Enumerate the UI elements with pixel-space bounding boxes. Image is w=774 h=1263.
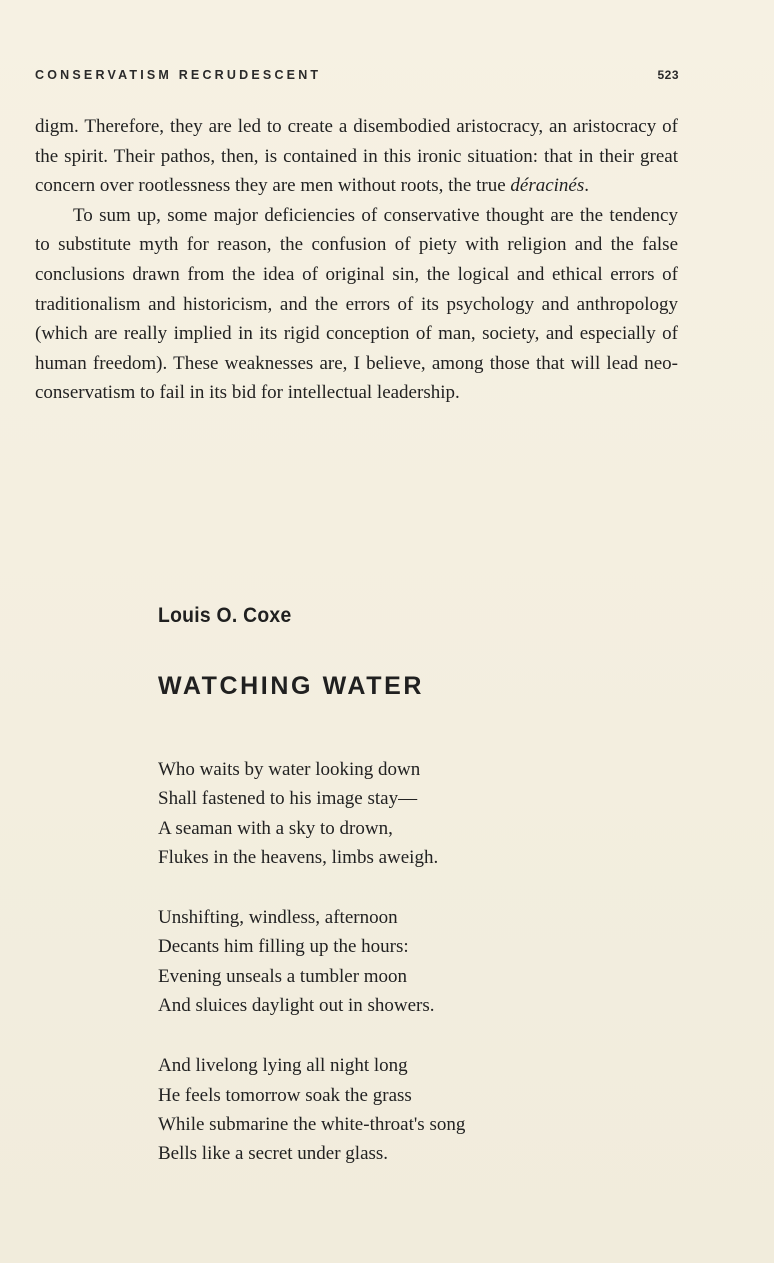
stanza-1 xyxy=(158,755,465,872)
essay-paragraph-1-text: digm. Therefore, they are led to create a disembodied aristocracy, an aristocracy of the spirit. Their pathos, then, is contained in this ironic situation: that in their great concern over rootlessness they are men without roots, the true xyxy=(35,116,678,197)
italic-term: déracinés xyxy=(510,175,585,197)
stanza-2 xyxy=(158,903,465,1020)
essay-text xyxy=(35,112,678,408)
poem-line: Unshifting, windless, afternoon xyxy=(158,907,398,929)
essay-paragraph-1 xyxy=(35,112,678,201)
poem-line: Decants him filling up the hours: xyxy=(158,936,409,958)
essay-paragraph-1-end: . xyxy=(584,175,590,197)
page-number: 523 xyxy=(657,68,679,82)
poem-title: WATCHING WATER xyxy=(158,672,425,700)
poem-line: While submarine the white-throat's song xyxy=(158,1113,466,1135)
poem-line: And sluices daylight out in showers. xyxy=(158,995,435,1017)
poem-line: Who waits by water looking down xyxy=(158,759,421,780)
poem-line: Flukes in the heavens, limbs aweigh. xyxy=(158,846,439,868)
poem-line: A seaman with a sky to drown, xyxy=(158,817,393,839)
poem-line: Evening unseals a tumbler moon xyxy=(158,965,408,987)
running-head-title: CONSERVATISM RECRUDESCENT xyxy=(35,68,322,82)
running-head xyxy=(35,68,679,82)
poem-line: He feels tomorrow soak the grass xyxy=(158,1084,412,1106)
poem-line: And livelong lying all night long xyxy=(158,1055,408,1077)
poem-author: Louis O. Coxe xyxy=(158,604,292,627)
poem-line: Bells like a secret under glass. xyxy=(158,1143,389,1165)
poem-body xyxy=(158,755,465,1200)
poem-line: Shall fastened to his image stay— xyxy=(158,788,418,810)
essay-paragraph-2: To sum up, some major deficiencies of conservative thought are the tendency to substitute myth for reason, the confusion of piety with religion and the false conclusions drawn from the idea of original sin, the logical and ethical errors of traditionalism and historicism, and the errors of its psychology and anthropology (which are really implied in its rigid conception of man, society, and especially of human freedom). These weaknesses are, I believe, among those that will lead neo-conservatism to fail in its bid for intellectual leadership. xyxy=(35,204,678,404)
stanza-3 xyxy=(158,1051,465,1168)
